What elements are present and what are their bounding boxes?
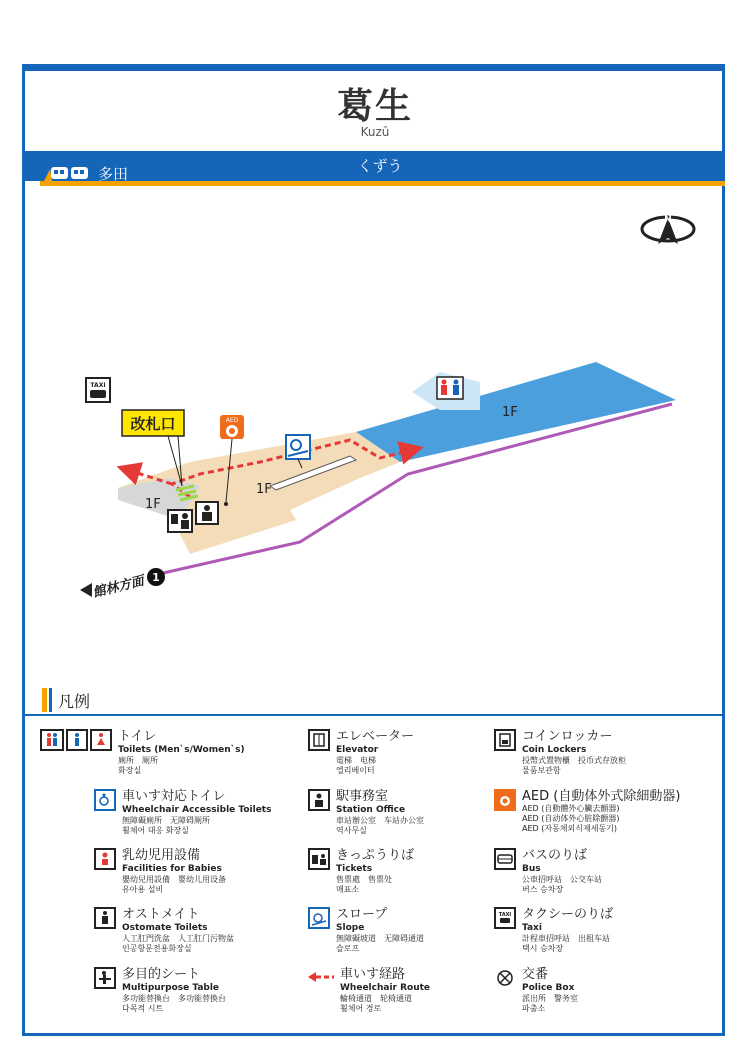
legend-item-ostomate: オストメイト Ostomate Toilets 人工肛門洗盆 人工肛门污物盆 인공항문전용화장실 (94, 907, 234, 954)
aed-icon (220, 415, 244, 439)
next-station-label: 多田 (98, 165, 129, 183)
legend-item-aed: AED (自動体外式除細動器) AED (自動體外心臟去顫器) AED (自动体外心脏除颤器) AED (자동체외식제세동기) (494, 789, 680, 834)
ostomate-icon (94, 907, 116, 929)
legend-item-wheelchair-route: 車いす経路 Wheelchair Route 輪椅通道 轮椅通道 휠체어 경로 (308, 967, 430, 1014)
mens-toilet-icon (66, 729, 88, 751)
wheelchair-toilet-icon (94, 789, 116, 811)
compass-icon (642, 215, 694, 244)
taxi-icon (494, 907, 516, 929)
floor-label-concourse: 1F (256, 482, 272, 497)
slope-icon (286, 435, 310, 459)
legend-item-toilets: トイレ Toilets (Men`s/Women`s) 廁所 厕所 화장실 (40, 729, 245, 776)
ticket-icon (308, 848, 330, 870)
wicket-label: 改札口 (130, 415, 176, 433)
legend-item-baby-facilities: 乳幼児用設備 Facilities for Babies 嬰幼兒用設備 婴幼儿用设备 유아용 설비 (94, 848, 226, 895)
direction-label: 館林方面 (91, 573, 146, 601)
station-kana: くずう (357, 157, 403, 175)
taxi-icon (86, 378, 110, 402)
train-icon (44, 165, 92, 181)
svg-text:TAXI: TAXI (90, 382, 106, 389)
toilets-icon (40, 729, 64, 751)
legend-item-station-office: 駅事務室 Station Office 車站辦公室 车站办公室 역사무실 (308, 789, 424, 836)
floor-label-platform: 1F (502, 405, 518, 420)
legend-item-police-box: 交番 Police Box 派出所 警务室 파출소 (494, 967, 578, 1014)
floor-label-concourse-left: 1F (145, 497, 161, 512)
svg-text:AED: AED (225, 417, 239, 424)
svg-text:TAXI: TAXI (498, 912, 512, 918)
bus-icon (494, 848, 516, 870)
baby-facilities-icon (94, 848, 116, 870)
station-office-icon (308, 789, 330, 811)
legend-item-slope: スロープ Slope 無障礙坡道 无障碍通道 슬로프 (308, 907, 424, 954)
coin-locker-icon (494, 729, 516, 751)
multipurpose-table-icon (94, 967, 116, 989)
police-box-icon (494, 967, 516, 989)
legend-title: 凡例 (58, 691, 91, 711)
legend-item-multipurpose-table: 多目的シート Multipurpose Table 多功能替換台 多功能替换台 다목적 시트 (94, 967, 226, 1014)
slope-icon (308, 907, 330, 929)
direction-arrow-icon (80, 583, 92, 597)
station-romaji: Kuzū (360, 125, 390, 139)
ticket-icon (168, 510, 192, 532)
wheelchair-route-icon (308, 967, 336, 987)
station-name: 葛生 (336, 86, 413, 127)
legend-item-elevator: エレベーター Elevator 電梯 电梯 엘리베이터 (308, 729, 414, 776)
station-office-icon (196, 502, 218, 524)
legend-header (42, 687, 90, 713)
elevator-icon (308, 729, 330, 751)
legend-item-coin-lockers: コインロッカー Coin Lockers 投幣式置物櫃 投币式存放柜 물품보관함 (494, 729, 626, 776)
womens-toilet-icon (90, 729, 112, 751)
legend-item-wheelchair-toilets: 車いす対応トイレ Wheelchair Accessible Toilets 無障礙廁所 无障碍厕所 휠체어 대응 화장실 (94, 789, 271, 836)
legend-item-taxi: TAXI タクシーのりば Taxi 計程車招呼站 出租车站 택시 승차장 (494, 907, 613, 954)
aed-icon (494, 789, 516, 811)
legend-item-tickets: きっぷうりば Tickets 售票處 售票处 매표소 (308, 848, 414, 895)
toilets-icon (437, 377, 463, 399)
legend-separator (25, 714, 725, 716)
svg-text:N: N (664, 215, 672, 225)
legend-item-bus: バスのりば Bus 公車招呼站 公交车站 버스 승차장 (494, 848, 602, 895)
station-map (25, 186, 725, 686)
exit-number: 1 (152, 571, 160, 584)
